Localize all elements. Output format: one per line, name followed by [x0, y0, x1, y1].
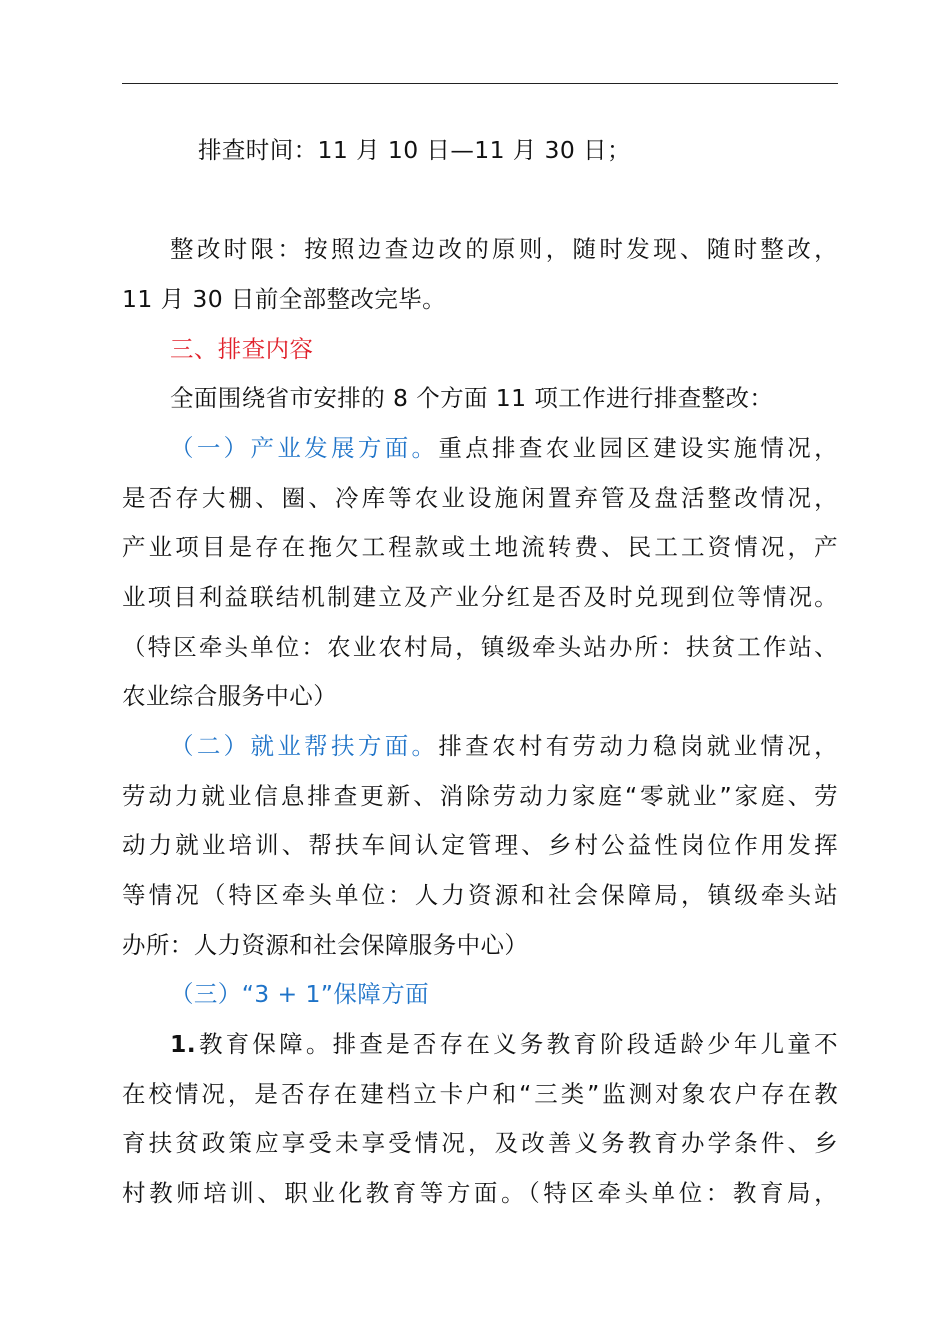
deadline-line-2: 11 月 30 日前全部整改完毕。 [122, 285, 447, 313]
item-2-line-4: 等情况（特区牵头单位：人力资源和社会保障局，镇级牵头站 [122, 881, 838, 909]
inspection-time: 排查时间：11 月 10 日—11 月 30 日； [198, 136, 631, 164]
item-1-line-2: 是否存大棚、圈、冷库等农业设施闲置弃管及盘活整改情况， [122, 484, 838, 512]
item-1-line-1: （一）产业发展方面。重点排查农业园区建设实施情况， [170, 434, 838, 462]
header-rule [122, 83, 838, 84]
item-2-line-1: （二）就业帮扶方面。排查农村有劳动力稳岗就业情况， [170, 732, 838, 760]
intro-paragraph: 全面围绕省市安排的 8 个方面 11 项工作进行排查整改： [170, 384, 774, 412]
item-1-line-5: （特区牵头单位：农业农村局，镇级牵头站办所：扶贫工作站、 [122, 633, 838, 661]
item-2-line-3: 动力就业培训、帮扶车间认定管理、乡村公益性岗位作用发挥 [122, 831, 838, 859]
sub-1-line-3: 育扶贫政策应享受未享受情况，及改善义务教育办学条件、乡 [122, 1129, 838, 1157]
item-1-label: （一）产业发展方面。 [170, 434, 439, 462]
item-2-line-2: 劳动力就业信息排查更新、消除劳动力家庭“零就业”家庭、劳 [122, 782, 838, 810]
section-3-heading: 三、排查内容 [170, 335, 314, 363]
item-2-line-5: 办所：人力资源和社会保障服务中心） [122, 931, 529, 959]
sub-1-line-4: 村教师培训、职业化教育等方面。（特区牵头单位：教育局， [122, 1179, 838, 1207]
item-3-heading: （三）“3 + 1”保障方面 [170, 980, 429, 1008]
deadline-line-1: 整改时限：按照边查边改的原则，随时发现、随时整改， [170, 235, 838, 263]
item-1-line-4: 业项目利益联结机制建立及产业分红是否及时兑现到位等情况。 [122, 583, 838, 611]
sub-1-line-2: 在校情况，是否存在建档立卡户和“三类”监测对象农户存在教 [122, 1080, 838, 1108]
sub-1-line-1: 1.教育保障。排查是否存在义务教育阶段适龄少年儿童不 [170, 1030, 838, 1058]
item-1-line-3: 产业项目是存在拖欠工程款或土地流转费、民工工资情况，产 [122, 533, 838, 561]
item-1-line-6: 农业综合服务中心） [122, 682, 338, 710]
item-2-label: （二）就业帮扶方面。 [170, 732, 439, 760]
sub-1-number: 1. [170, 1030, 197, 1058]
